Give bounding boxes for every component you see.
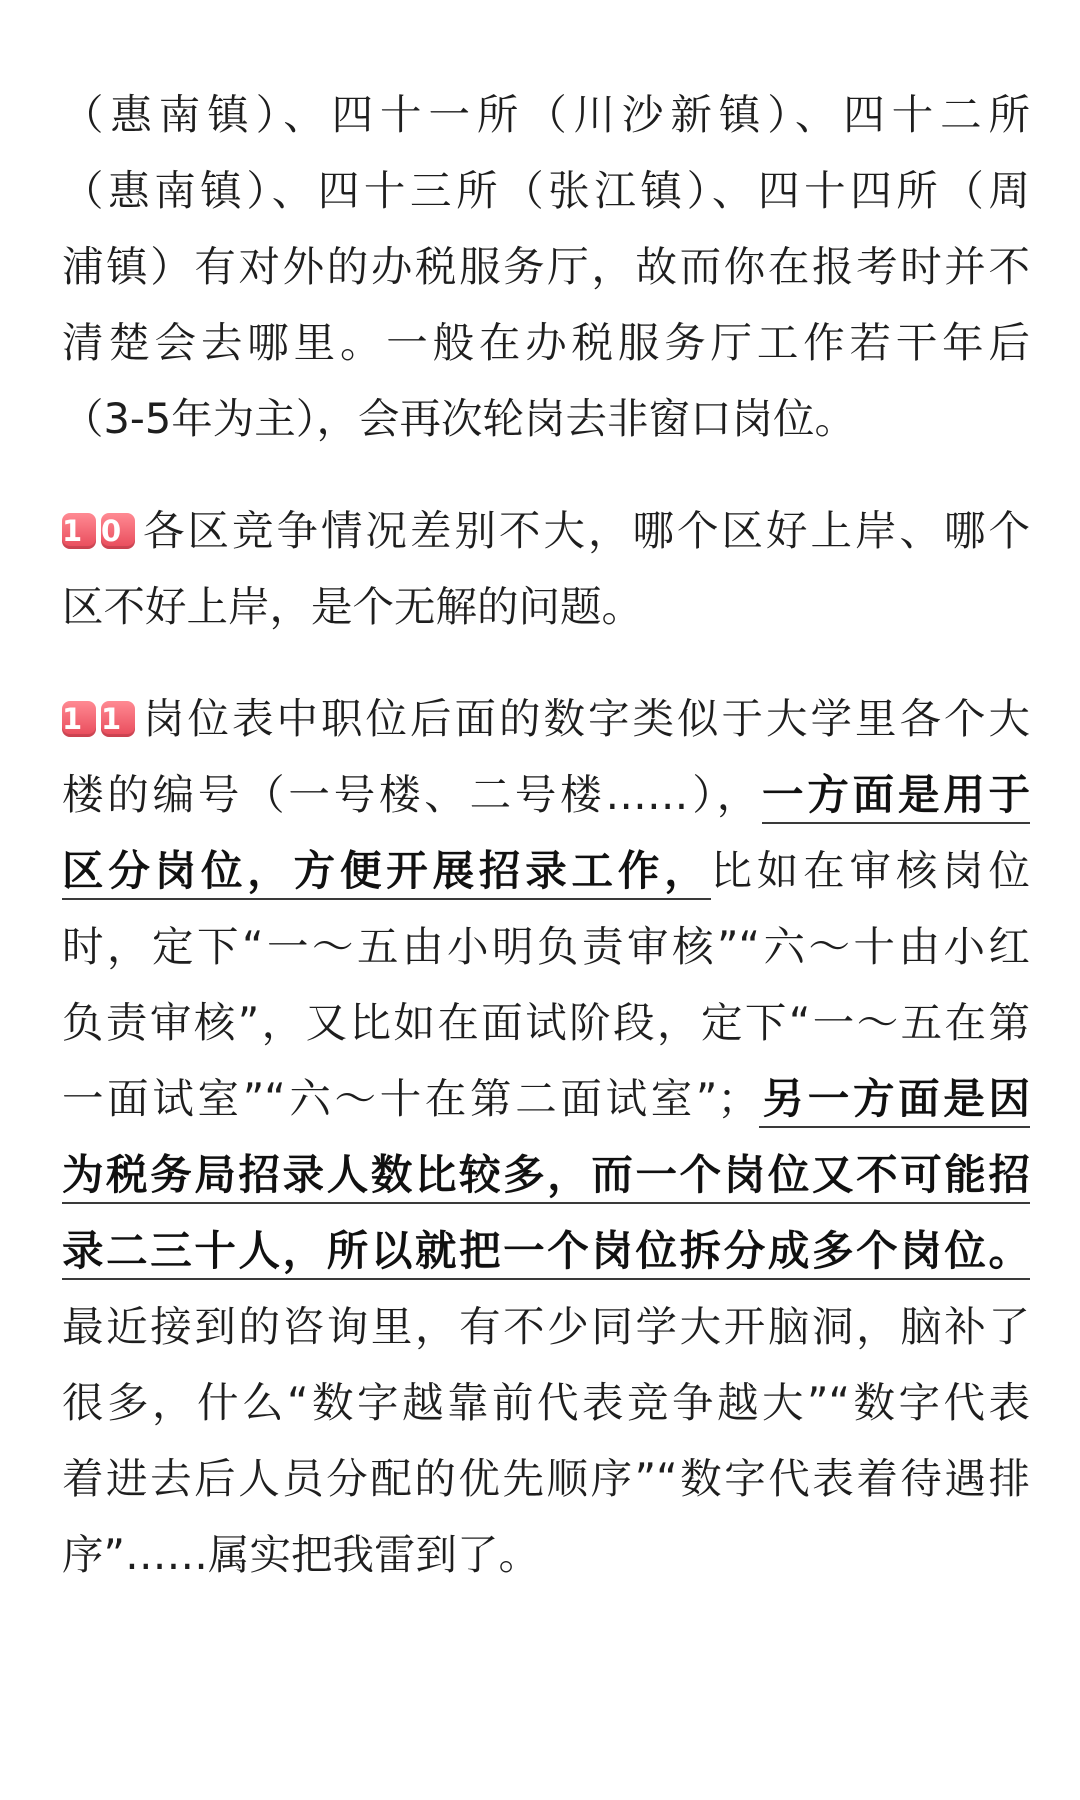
text-line: 着进去后人员分配的优先顺序”“数字代表着待遇排 [62,1454,1030,1503]
keycap-digit-icon: 1 [101,701,135,737]
text-line [62,681,1030,757]
text-line: 区不好上岸，是个无解的问题。 [62,582,644,631]
text-line [62,1137,1030,1213]
text-line [62,1061,1030,1137]
text-line: 负责审核”，又比如在面试阶段，定下“一～五在第 [62,998,1030,1047]
text-line: 浦镇）有对外的办税服务厅，故而你在报考时并不 [62,242,1030,291]
text-line [62,1213,1030,1289]
text-line: （惠南镇）、四十一所（川沙新镇）、四十二所 [62,90,1030,139]
emphasis-text: 录二三十人，所以就把一个岗位拆分成多个岗位。 [62,1226,1030,1280]
keycap-digit-icon: 1 [62,701,96,737]
text-line: 很多，什么“数字越靠前代表竞争越大”“数字代表 [62,1378,1030,1427]
emphasis-text: 为税务局招录人数比较多，而一个岗位又不可能招 [62,1150,1030,1204]
emphasis-text: 区分岗位，方便开展招录工作， [62,846,711,900]
text-line [62,757,1030,833]
paragraph-position-numbers [62,681,1030,1593]
paragraph-district-competition [62,493,1030,645]
text-line: （惠南镇）、四十三所（张江镇）、四十四所（周 [62,166,1030,215]
text-line: 时，定下“一～五由小明负责审核”“六～十由小红 [62,922,1030,971]
text-segment: 岗位表中职位后面的数字类似于大学里各个大 [140,694,1030,743]
text-line: 清楚会去哪里。一般在办税服务厅工作若干年后 [62,318,1030,367]
text-line [62,493,1030,569]
text-line [62,833,1030,909]
keycap-digit-icon: 0 [101,513,135,549]
emphasis-text: 一方面是用于 [762,770,1030,824]
text-segment: 比如在审核岗位 [710,846,1030,895]
paragraph-gap [62,645,1030,681]
text-line: 序”……属实把我雷到了。 [62,1530,541,1579]
text-line: 最近接到的咨询里，有不少同学大开脑洞，脑补了 [62,1302,1030,1351]
keycap-digit-icon: 1 [62,513,96,549]
article-body [62,77,1030,1593]
text-line: （3-5年为主），会再次轮岗去非窗口岗位。 [62,394,857,443]
emphasis-text: 另一方面是因 [759,1074,1030,1128]
text-segment: 各区竞争情况差别不大，哪个区好上岸、哪个 [140,506,1030,555]
paragraph-tax-halls [62,77,1030,457]
paragraph-gap [62,457,1030,493]
text-segment: 一面试室”“六～十在第二面试室”； [62,1074,759,1123]
text-segment: 楼的编号（一号楼、二号楼……）， [62,770,763,819]
